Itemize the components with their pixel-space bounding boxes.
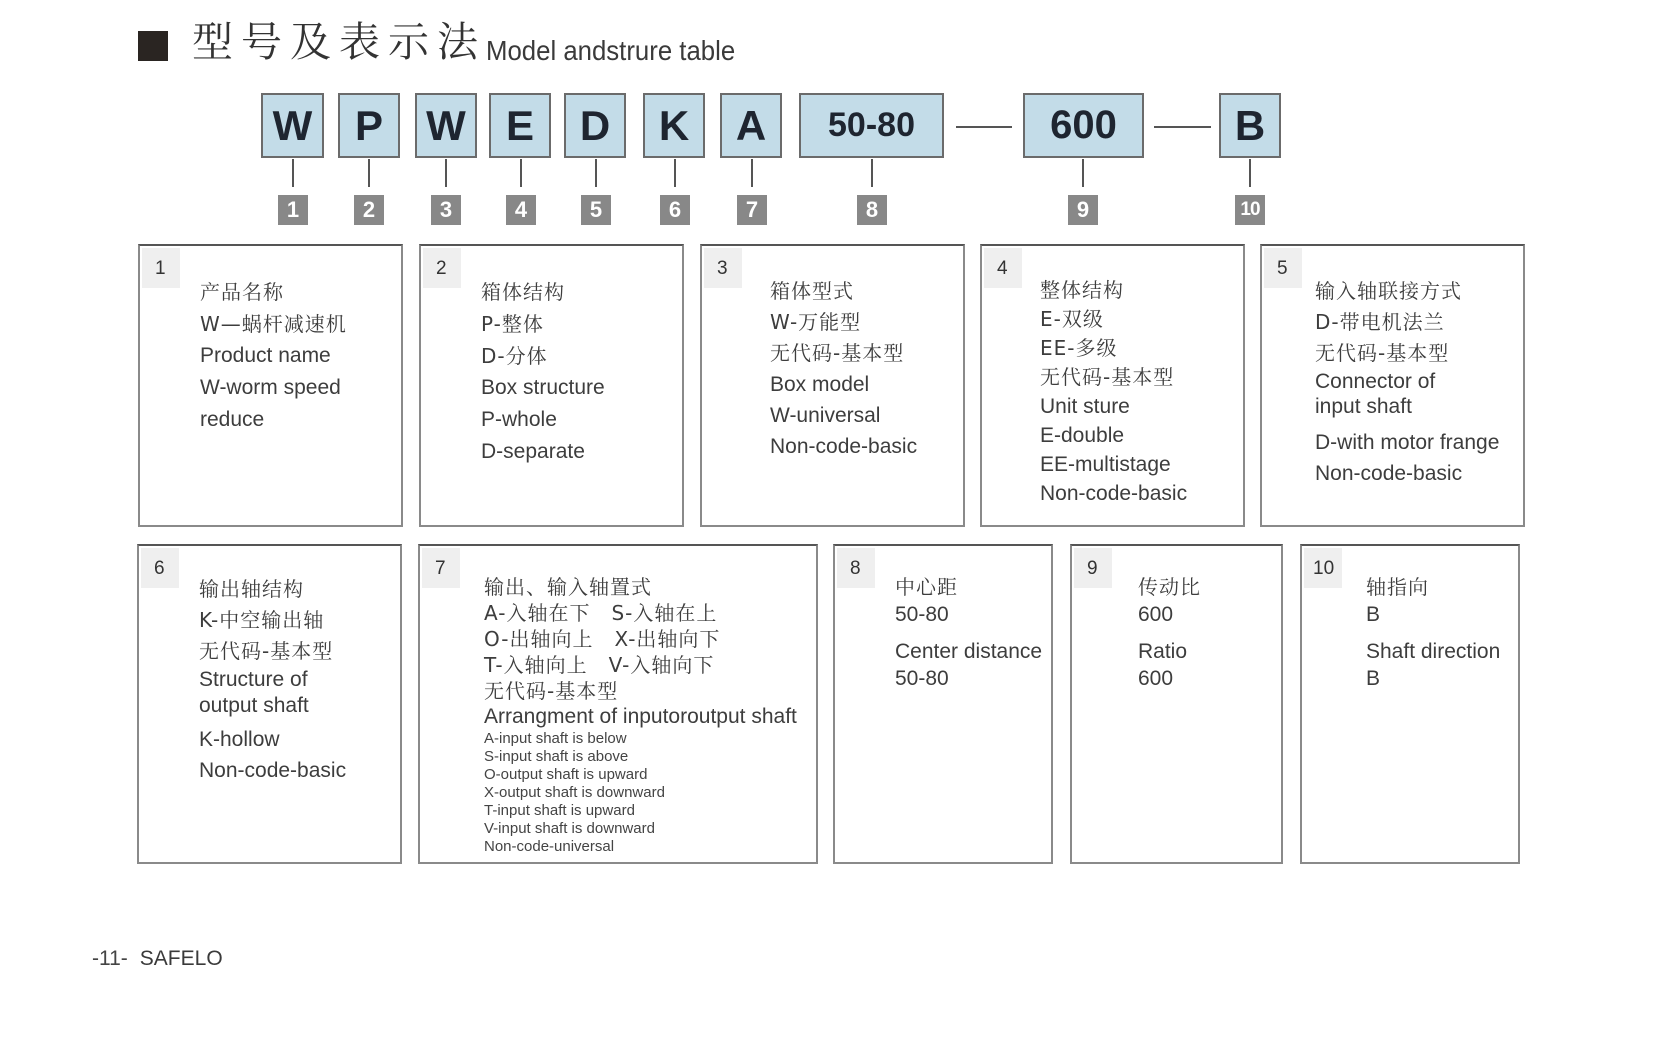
card-line: W-universal	[770, 404, 881, 427]
card-number: 5	[1264, 248, 1302, 288]
page-title-cn: 型号及表示法	[192, 18, 486, 66]
card-line: 无代码-基本型	[199, 639, 334, 663]
code-segment-9: 600	[1023, 93, 1144, 158]
card-subline: A-input shaft is below	[484, 730, 627, 747]
card-line: output shaft	[199, 694, 309, 717]
card-line: W—蜗杆减速机	[200, 312, 347, 336]
code-segment-6: K	[643, 93, 705, 158]
card-line: B	[1366, 667, 1381, 690]
card-number: 10	[1304, 548, 1342, 588]
card-line: B	[1366, 603, 1381, 626]
code-segment-1: W	[261, 93, 324, 158]
card-line: P-whole	[481, 408, 557, 431]
index-badge-10: 10	[1235, 195, 1265, 225]
card-line: 产品名称	[200, 280, 284, 304]
card-line: O-出轴向上 X-出轴向下	[484, 627, 721, 651]
card-line: 输出、输入轴置式	[484, 575, 652, 599]
card-line: 整体结构	[1040, 278, 1124, 302]
card-line: Non-code-basic	[199, 759, 347, 782]
card-shaft-direction	[1300, 544, 1520, 864]
card-number: 4	[984, 248, 1022, 288]
card-line: 600	[1138, 667, 1174, 690]
card-line: Box structure	[481, 376, 605, 399]
card-line: Box model	[770, 373, 870, 396]
card-line: D-带电机法兰	[1315, 310, 1445, 334]
card-line: 无代码-基本型	[484, 679, 619, 703]
card-line: P-整体	[481, 312, 544, 336]
code-segment-7: A	[720, 93, 782, 158]
card-line: input shaft	[1315, 395, 1412, 418]
code-segment-3: W	[415, 93, 477, 158]
card-unit-structure	[980, 244, 1245, 527]
index-badge-4: 4	[506, 195, 536, 225]
card-center-distance	[833, 544, 1053, 864]
connector-line	[520, 159, 522, 187]
card-line: 轴指向	[1366, 575, 1429, 599]
card-line: Unit sture	[1040, 395, 1130, 418]
card-line: 箱体型式	[770, 279, 854, 303]
card-number: 7	[422, 548, 460, 588]
card-line: Structure of	[199, 668, 308, 691]
index-badge-9: 9	[1068, 195, 1098, 225]
index-badge-8: 8	[857, 195, 887, 225]
card-line: D-分体	[481, 344, 548, 368]
card-line: K-hollow	[199, 728, 280, 751]
index-badge-3: 3	[431, 195, 461, 225]
card-line: E-双级	[1040, 307, 1104, 331]
page-number: -11-	[92, 947, 128, 970]
card-line: 无代码-基本型	[1315, 341, 1450, 365]
connector-line	[368, 159, 370, 187]
card-subline: T-input shaft is upward	[484, 802, 635, 819]
card-line: 50-80	[895, 667, 949, 690]
card-line: 无代码-基本型	[770, 341, 905, 365]
card-input-connector	[1260, 244, 1525, 527]
index-badge-1: 1	[278, 195, 308, 225]
card-line: EE-多级	[1040, 336, 1118, 360]
index-badge-5: 5	[581, 195, 611, 225]
card-subline: V-input shaft is downward	[484, 820, 655, 837]
page-footer	[92, 947, 223, 971]
card-product-name	[138, 244, 403, 527]
card-line: 箱体结构	[481, 280, 565, 304]
card-line: W-worm speed	[200, 376, 341, 399]
code-segment-8: 50-80	[799, 93, 944, 158]
card-subline: O-output shaft is upward	[484, 766, 648, 783]
connector-line	[292, 159, 294, 187]
separator-dash	[956, 126, 1012, 128]
card-line: T-入轴向上 V-入轴向下	[484, 653, 715, 677]
card-line: 中心距	[895, 575, 958, 599]
index-badge-6: 6	[660, 195, 690, 225]
card-line: E-double	[1040, 424, 1125, 447]
connector-line	[595, 159, 597, 187]
connector-line	[751, 159, 753, 187]
card-line: Connector of	[1315, 370, 1436, 393]
card-line: Arrangment of inputoroutput shaft	[484, 705, 797, 728]
card-subline: Non-code-universal	[484, 838, 615, 855]
connector-line	[445, 159, 447, 187]
page-title-en: Model andstrure table	[486, 35, 736, 66]
connector-line	[871, 159, 873, 187]
card-line: 输入轴联接方式	[1315, 279, 1462, 303]
card-box-structure	[419, 244, 684, 527]
card-line: W-万能型	[770, 310, 862, 334]
card-line: 传动比	[1138, 575, 1201, 599]
card-line: 输出轴结构	[199, 577, 304, 601]
title-bullet-icon	[138, 31, 168, 61]
card-line: Center distance	[895, 640, 1043, 663]
code-segment-4: E	[489, 93, 551, 158]
card-line: 50-80	[895, 603, 949, 626]
card-line: D-with motor frange	[1315, 431, 1500, 454]
card-line: Shaft direction	[1366, 640, 1501, 663]
separator-dash	[1154, 126, 1211, 128]
card-line: D-separate	[481, 440, 585, 463]
card-subline: S-input shaft is above	[484, 748, 629, 765]
card-subline: X-output shaft is downward	[484, 784, 665, 801]
card-line: reduce	[200, 408, 265, 431]
card-shaft-arrangement	[418, 544, 818, 864]
index-badge-2: 2	[354, 195, 384, 225]
card-output-shaft	[137, 544, 402, 864]
connector-line	[1082, 159, 1084, 187]
index-badge-7: 7	[737, 195, 767, 225]
card-line: A-入轴在下 S-入轴在上	[484, 601, 718, 625]
card-number: 8	[837, 548, 875, 588]
card-line: 无代码-基本型	[1040, 365, 1175, 389]
code-segment-10: B	[1219, 93, 1281, 158]
card-number: 3	[704, 248, 742, 288]
card-line: Non-code-basic	[1040, 482, 1188, 505]
connector-line	[1249, 159, 1251, 187]
code-segment-2: P	[338, 93, 400, 158]
card-number: 2	[423, 248, 461, 288]
card-number: 6	[141, 548, 179, 588]
card-line: Non-code-basic	[1315, 462, 1463, 485]
card-line: K-中空输出轴	[199, 608, 325, 632]
code-segment-5: D	[564, 93, 626, 158]
card-line: Ratio	[1138, 640, 1188, 663]
card-box-model	[700, 244, 965, 527]
connector-line	[674, 159, 676, 187]
card-number: 9	[1074, 548, 1112, 588]
card-line: Product name	[200, 344, 331, 367]
card-number: 1	[142, 248, 180, 288]
card-ratio	[1070, 544, 1283, 864]
card-line: 600	[1138, 603, 1174, 626]
card-line: Non-code-basic	[770, 435, 918, 458]
card-line: EE-multistage	[1040, 453, 1171, 476]
brand-name: SAFELO	[139, 947, 223, 970]
